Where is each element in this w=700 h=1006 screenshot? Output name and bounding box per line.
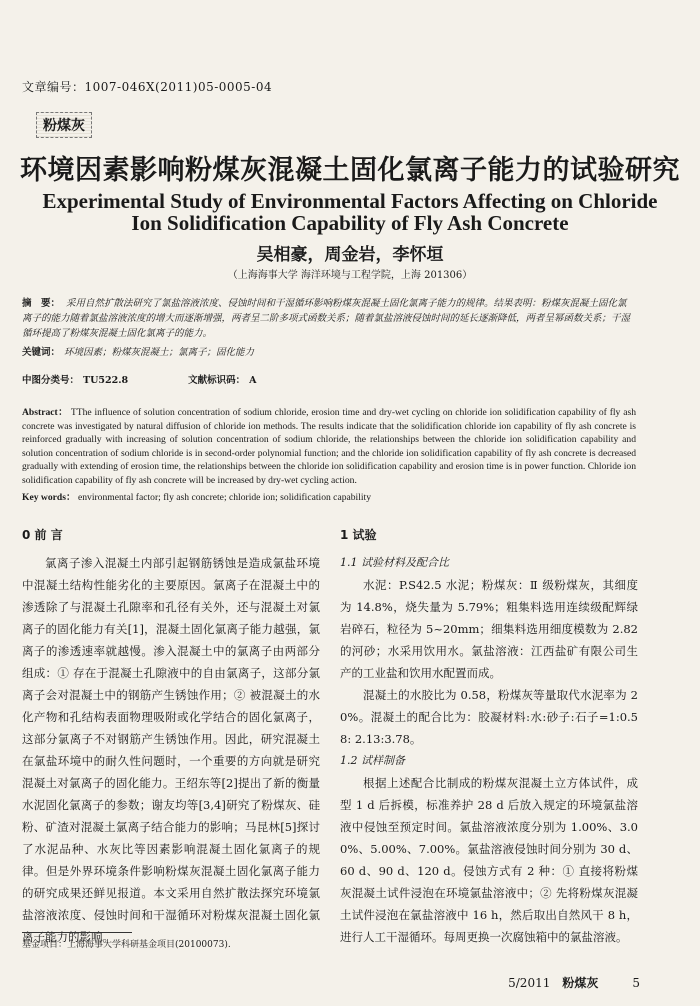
abstract-chinese: [22, 296, 634, 341]
subsection-1-1-paragraph-1: 水泥：P.S42.5 水泥；粉煤灰：Ⅱ 级粉煤灰，其细度为 14.8%，烧失量为 5.79%；粗集料选用连续级配辉绿岩碎石，粒径为 5~20mm；细集料选用细度模数为 2.82 的河砂；水采用饮用水。氯盐溶液：江西盐矿有限公司生产的工业盐和饮用水配置而成。: [340, 578, 638, 680]
section-1-heading: 1 试验: [340, 528, 377, 542]
subsection-1-2-heading: 1.2 试样制备: [340, 754, 405, 767]
keywords-english-text: environmental factor; fly ash concrete; chloride ion; solidification capability: [77, 492, 372, 503]
title-english: [0, 190, 700, 234]
keywords-chinese: [22, 344, 634, 358]
abstract-chinese-text: 采用自然扩散法研究了氯盐溶液浓度、侵蚀时间和干湿循环影响粉煤灰混凝土固化氯离子能力的规律。结果表明：粉煤灰混凝土固化氯离子的能力随着氯盐溶液浓度的增大而逐渐增强，两者呈二阶多项式函数关系；随着氯盐溶液侵蚀时间的延长逐渐降低，两者呈幂函数关系；干湿循环提高了粉煤灰混凝土固化氯离子的能力。: [22, 298, 631, 339]
subsection-1-1-heading: 1.1 试验材料及配合比: [340, 556, 449, 569]
affiliation: （上海海事大学 海洋环境与工程学院，上海 201306）: [227, 270, 473, 281]
title-english-line-1: Experimental Study of Environmental Factors Affecting on Chloride: [42, 189, 658, 213]
right-column: [340, 524, 638, 948]
abstract-english-label: Abstract：: [22, 407, 69, 418]
footer-page-number: 5: [632, 976, 640, 990]
left-column: [22, 524, 320, 948]
footer-issue: 5/2011: [508, 976, 551, 990]
article-number: 文章编号：1007-046X(2011)05-0005-04: [22, 80, 273, 94]
abstract-chinese-label: 摘 要：: [22, 298, 61, 309]
title-chinese: 环境因素影响粉煤灰混凝土固化氯离子能力的试验研究: [20, 155, 680, 186]
page-footer: [0, 974, 640, 991]
footnote-rule: [22, 932, 132, 933]
subsection-1-1-paragraph-2: 混凝土的水胶比为 0.58，粉煤灰等量取代水泥率为 20%。混凝土的配合比为：胶凝材料:水:砂子:石子=1:0.58: 2.13:3.78。: [340, 688, 638, 746]
footer-journal: 粉煤灰: [562, 976, 599, 990]
abstract-english-text: TThe influence of solution concentration of sodium chloride, erosion time and dry-wet cycling on chloride ion solidification capability of fly ash concrete was investigated by natural diffusion of chloride ion methods. The results indicate that the solidification chloride ion capability of fly ash concrete is reinforced gradually with increasing of solution concentration of sodium chloride, the relationships between the chloride ion solidification capability and solution concentration of sodium chloride is in second-order polynomial function; and the chloride ion solidification capability of fly ash concrete is decreased gradually with extending of erosion time, the relationships between the chloride ion solidification capability and erosion time is in power function. Chloride ion solidification capability of fly ash concrete will be increased by dry-wet cycling action.: [22, 407, 636, 486]
keywords-english: [22, 489, 636, 503]
doc-code-label: 文献标识码：: [188, 375, 246, 386]
section-0-paragraph: 氯离子渗入混凝土内部引起钢筋锈蚀是造成氯盐环境中混凝土结构性能劣化的主要原因。氯离子在混凝土中的渗透除了与混凝土孔隙率和孔径有关外，还与混凝土对氯离子的固化能力有关[1]，混凝土固化氯离子能力越强，氯离子的渗透速率就越慢。渗入混凝土中的氯离子由两部分组成：① 存在于混凝土孔隙液中的自由氯离子，这部分氯离子会对混凝土中的钢筋产生锈蚀作用；② 被混凝土的水化产物和孔结构表面物理吸附或化学结合的固化氯离子，这部分氯离子不对钢筋产生锈蚀作用。因此，研究混凝土在氯盐环境中的耐久性问题时，一个重要的方向就是研究混凝土对氯离子的固化能力。王绍东等[2]提出了新的衡量水泥固化氯离子的参数；谢友均等[3,4]研究了粉煤灰、硅粉、矿渣对混凝土氯离子结合能力的影响；马昆林[5]探讨了水泥品种、水灰比等因素影响混凝土固化氯离子的规律。但是外界环境条件影响粉煤灰混凝土固化氯离子能力的研究成果还鲜见报道。本文采用自然扩散法探究环境氯盐溶液浓度、侵蚀时间和干湿循环对粉煤灰混凝土固化氯离子能力的影响。: [22, 556, 320, 944]
column-tag: 粉煤灰: [36, 112, 92, 138]
abstract-english: [22, 406, 636, 488]
classification-line: [22, 372, 261, 386]
subsection-1-2-paragraph: 根据上述配合比制成的粉煤灰混凝土立方体试件，成型 1 d 后拆模，标准养护 28 d 后放入规定的环境氯盐溶液中侵蚀至预定时间。氯盐溶液浓度分别为 1.00%、3.00%、5.00%、7.00%。氯盐溶液侵蚀时间分别为 30 d、60 d、90 d、120 d。侵蚀方式有 2 种：① 直接将粉煤灰混凝土试件浸泡在环境氯盐溶液中；② 先将粉煤灰混凝土试件浸泡在氯盐溶液中 16 h，然后取出自然风干 8 h，进行人工干湿循环。每周更换一次腐蚀箱中的氯盐溶液。: [340, 776, 638, 944]
keywords-chinese-text: 环境因素；粉煤灰混凝土；氯离子；固化能力: [64, 347, 255, 358]
clc-label: 中图分类号：: [22, 375, 80, 386]
keywords-chinese-label: 关键词：: [22, 347, 61, 358]
section-0-heading: 0 前 言: [22, 528, 63, 542]
title-english-line-2: Ion Solidification Capability of Fly Ash Concrete: [131, 211, 569, 235]
authors: 吴相豪，周金岩，李怀垣: [256, 245, 444, 265]
keywords-english-label: Key words：: [22, 492, 76, 503]
clc-value: TU522.8: [83, 375, 129, 386]
funding-footnote: 基金项目：上海海事大学科研基金项目(20100073).: [22, 940, 231, 950]
doc-code-value: A: [249, 375, 257, 386]
